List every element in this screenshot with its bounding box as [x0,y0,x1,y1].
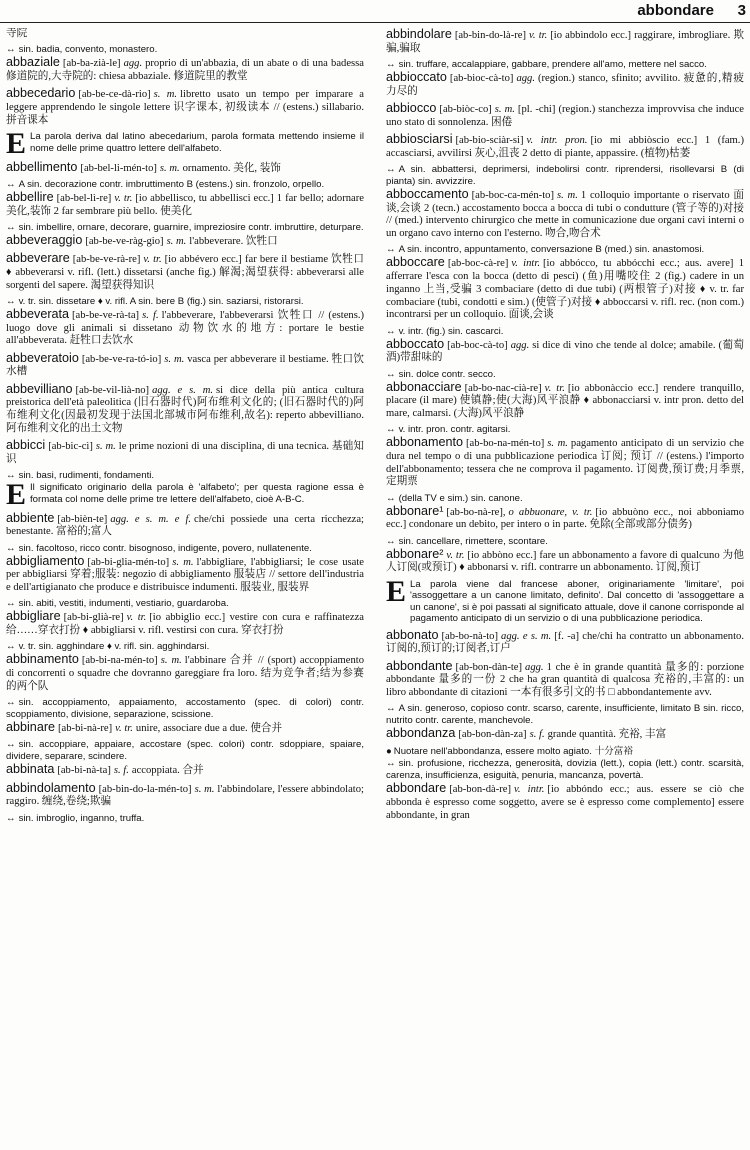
double-arrow-icon: ↔ [386,424,396,436]
headword: abbigliamento [6,553,85,568]
dictionary-entry [386,133,744,160]
synonyms-text: v. tr. sin. dissetare ♦ v. rifl. A sin. bere B (fig.) sin. saziarsi, ristorarsi. [18,295,304,307]
synonyms-text: sin. facoltoso, ricco contr. bisognoso, indigente, povero, nullatenente. [18,542,312,554]
idiom-line [386,746,744,759]
grammar-label: s. f. [142,309,159,321]
definition: [io abbìndolo ecc.] raggirare, imbrogliare. 欺骗,骗取 [386,30,744,54]
synonyms-text: sin. truffare, accalappiare, gabbare, prendere all'amo, mettere nel sacco. [398,59,707,70]
definition: libretto usato un tempo per imparare a leggere apprendendo le singole lettere 识字课本, 初级读本 // (estens.) sillabario. 拼音课本 [6,89,364,126]
definition: [f. -a] che/chi ha contratto un abbonamento. 订阅的,预订的;订阅者,订户 [386,630,744,655]
syllabification: [ab-bi-na-mén-to] [81,655,158,667]
left-column [6,28,364,1146]
dictionary-entry [6,87,364,127]
definition: [io abbóndo ecc.; aus. essere se ciò che abbonda è espresso come soggetto, avere se è espresso come complemento] essere abbondante, in gran [386,784,744,821]
grammar-label: agg. e s. m. [501,630,552,642]
synonyms-text: A sin. abbattersi, deprimersi, indebolirsi contr. riprendersi, risollevarsi B (di pianta) sin. avvizzire. [386,164,744,187]
headword: abbeverare [6,251,70,266]
headword: abbindolare [386,28,452,41]
double-arrow-icon: ↔ [6,812,16,824]
headword: abbecedario [6,86,76,101]
headword: abbeveratoio [6,350,79,365]
double-arrow-icon: ↔ [386,59,396,70]
synonyms-text: A sin. decorazione contr. imbruttimento B (estens.) sin. fronzolo, orpello. [18,178,325,190]
definition: [io abbévero ecc.] far bere il bestiame 饮牲口 ♦ abbeverarsi v. rifl. (lett.) dissetarsi (anche fig.) 解渴;渴望获得: abbeverarsi alle sorgenti del sapere. 渴望获得知识 [6,254,364,291]
synonyms-line [6,179,364,191]
grammar-label: s. m. [95,441,116,452]
dictionary-entry [6,610,364,637]
grammar-label: s. m. [556,190,578,201]
syllabification: [ab-ba-zià-le] [62,58,121,70]
grammar-label: s. m. [494,104,515,115]
grammar-label: v. tr. [529,30,548,41]
syllabification: [ab-bio-sciàr-si] [455,135,524,146]
definition: accoppiata. 合并 [131,765,204,777]
headword: abbellimento [6,159,78,174]
synonyms-text: sin. badia, convento, monastero. [18,44,158,56]
syllabification: [ab-biòc-co] [439,104,492,115]
definition: [pl. -chi] (region.) stanchezza improvvisa che induce uno stato di sonnolenza. 困倦 [386,104,744,128]
grammar-label: s. m. [172,556,194,568]
etymology-text: La parola viene dal francese aboner, originariamente 'limitare', poi 'assoggettare a un canone limitato, definito'. Dal concetto di 'assoggettare a un canone', si è poi passati al significato attuale, dove il canone corrisponde al pagamento anticipato di un servizio o di una pubblicazione periodica. [410,578,744,625]
dictionary-entry [6,383,364,436]
dictionary-entry [6,234,364,249]
dictionary-entry [386,548,744,575]
definition: l'abbindolare, l'essere abbindolato; raggiro. 缠绕,卷绕;欺骗 [6,783,364,808]
definition: [io abbiglio ecc.] vestire con cura e raffinatezza 给……穿衣打扮 ♦ abbigliarsi v. rifl. vestirsi con cura. 穿衣打扮 [6,612,364,636]
definition: 1 colloquio importante o riservato 面谈,会谈 2 (tecn.) accostamento bocca a bocca di tubi o condutture (管子等的)对接 // (med.) intervento chirurgico che mette in comunicazione due organi cavi interni o un organo cavo interno con l'esterno. 吻合,吻合术 [386,190,744,240]
synonyms-line [386,758,744,782]
synonyms-line [386,703,744,727]
definition: grande quantità. 充裕, 丰富 [547,729,667,741]
dictionary-entry [386,782,744,822]
grammar-label: v. tr. [544,382,565,394]
headword: abbevilliano [6,381,73,396]
dictionary-entry [386,381,744,421]
grammar-label: agg. [123,58,143,70]
definition: l'abbinare 合并 // (sport) accoppiamento di concorrenti o squadre che dovranno gareggiare fra loro. 结为竞争者;结为参赛的两个队 [6,655,364,692]
headword: abbondante [386,658,453,673]
synonyms-line [386,164,744,188]
syllabification: [ab-bon-dàn-te] [455,661,523,673]
definition: le prime nozioni di una disciplina, di una tecnica. 基础知识 [6,441,364,465]
grammar-label: agg. [510,339,530,351]
dictionary-entry [6,721,364,736]
dictionary-entry [386,727,744,742]
dictionary-entry [386,436,744,489]
double-arrow-icon: ↔ [386,492,396,504]
headword: abbaziale [6,55,60,70]
headword: abbonamento [386,435,464,450]
synonyms-text: A sin. incontro, appuntamento, conversazione B (med.) sin. anastomosi. [398,244,705,256]
double-arrow-icon: ↔ [386,368,396,380]
double-arrow-icon: ↔ [6,598,16,610]
double-arrow-icon: ↔ [6,221,16,233]
dictionary-entry [386,338,744,365]
dictionary-entry [386,256,744,322]
definition: si dice della più antica cultura preistorica dell'età paleolitica (旧石器时代)阿布维利文化的; (旧石器时代的)阿布维利文化(因最初发现于法国北部城市阿布维利,故名): reperto abbevilliano. 阿布维利文化的出土文物 [6,384,364,434]
synonyms-text: v. intr. (fig.) sin. cascarci. [398,325,504,337]
definition: (region.) stanco, sfinito; avvilito. 疲惫的,精疲力尽的 [386,73,744,97]
etymology-e-icon: E [386,574,407,608]
grammar-label: s. m. [160,655,182,667]
syllabification: [ab-be-vil-lià-no] [75,384,150,396]
dictionary-entry [386,102,744,129]
double-arrow-icon: ↔ [6,470,16,481]
headword: abbonacciare [386,379,462,394]
dictionary-entry [386,629,744,656]
synonyms-text: sin. imbellire, ornare, decorare, guarnire, impreziosire contr. imbruttire, deturpare. [18,221,364,233]
etymology-note [386,574,744,625]
dictionary-entry [6,352,364,379]
synonyms-text: A sin. generoso, copioso contr. scarso, carente, insufficiente, limitato B sin. ricco, nutrito contr. carente, manchevole. [386,703,744,727]
double-arrow-icon: ↔ [386,164,396,175]
grammar-label: agg. [516,73,535,84]
definition: proprio di un'abbazia, di un abate o di una badessa 修道院的,大寺院的: chiesa abbaziale. 修道院里的教堂 [6,58,364,82]
synonyms-text: sin. accoppiare, appaiare, accostare (spec. colori) contr. sdoppiare, spaiare, dividere, separare, scindere. [6,739,364,763]
dictionary-entry [6,782,364,809]
idiom-text: Nuotare nell'abbondanza, essere molto agiato. 十分富裕 [393,745,633,757]
syllabification: [ab-bel-li-mén-to] [80,162,157,174]
syllabification: [ab-bin-do-la-mén-to] [98,783,192,795]
definition: unire, associare due a due. 使合并 [135,723,283,734]
dictionary-entry [6,161,364,176]
definition: [io abbellisco, tu abbellisci ecc.] 1 far bello; adornare 美化,装饰 2 far sembrare più bello. 使美化 [6,192,364,217]
dictionary-entry [6,763,364,778]
dictionary-entry [6,191,364,218]
dictionary-entry [6,439,364,466]
headword: abbioccato [386,70,447,84]
etymology-e-icon: E [6,478,27,511]
synonyms-line [6,739,364,763]
syllabification: [ab-bi-glia-mén-to] [87,556,170,568]
syllabification: [ab-bièn-te] [57,513,108,525]
grammar-label: v. tr. [115,723,133,734]
grammar-label: agg. e s. m. [152,384,214,396]
synonyms-text: sin. dolce contr. secco. [398,368,496,380]
page-number: 3 [737,2,746,19]
syllabification: [ab-boc-ca-mén-to] [471,190,554,201]
synonyms-text: sin. accoppiamento, appaiamento, accostamento (spec. di colori) contr. scoppiamento, divisione, separazione, scissione. [6,697,364,720]
grammar-label: s. m. [194,783,215,795]
double-arrow-icon: ↔ [386,325,396,337]
synonyms-text: sin. cancellare, rimettere, scontare. [398,535,548,547]
headword: abbonare¹ [386,503,444,518]
double-arrow-icon: ↔ [6,697,16,708]
synonyms-line [6,813,364,825]
grammar-label: s. m. [547,438,568,450]
grammar-label: agg. e s. m. e f. [110,513,192,525]
definition: [io abbuòno ecc., noi abboniamo ecc.] condonare un debito, per intero o in parte. 免除(全部或部分债务) [386,506,744,531]
grammar-label: s. m. [164,353,185,365]
double-arrow-icon: ↔ [6,542,16,554]
synonyms-text: (della TV e sim.) sin. canone. [398,492,523,504]
dictionary-entry [386,71,744,98]
grammar-label: v. intr. pron. [526,135,588,146]
syllabification: [ab-bon-dàn-za] [458,729,527,741]
headword: abbeveraggio [6,232,83,247]
definition: vasca per abbeverare il bestiame. 牲口饮水槽 [6,353,364,378]
double-arrow-icon: ↔ [386,703,396,715]
double-arrow-icon: ↔ [6,295,16,307]
headword: abbiosciarsi [386,132,453,146]
continued-text [6,28,364,41]
headword: abbondanza [386,726,456,741]
syllabification: [ab-bioc-cà-to] [449,73,514,84]
synonyms-text: sin. basi, rudimenti, fondamenti. [18,470,155,481]
definition: l'abbeverare, l'abbeverarsi 饮牲口 // (estens.) luogo dove gli animali si dissetano 动物饮水的地方: portare le bestie all'abbeverata. 赶牲口去饮水 [6,309,364,347]
definition: 1 che è in grande quantità 量多的: porzione abbondante 量多的一份 2 che ha gran quantità di qualcosa 充裕的,丰富的: un libro abbondante di citazioni 一本有很多引文的书 □ abbondantemente avv. [386,661,744,698]
headword: abbonato [386,627,439,642]
dictionary-entry [6,252,364,292]
syllabification: [ab-bo-nà-to] [441,630,499,642]
syllabification: [ab-bo-na-mén-to] [466,438,545,450]
headword: abboccato [386,336,445,351]
double-arrow-icon: ↔ [6,641,16,653]
dictionary-entry [6,56,364,83]
synonyms-line [6,697,364,721]
definition: l'abbeverare. 饮牲口 [189,235,278,247]
headword: abbiente [6,510,55,525]
headword: abbellire [6,189,54,204]
syllabification: [ab-bel-lì-re] [56,192,112,204]
definition: [io abbócco, tu abbócchi ecc.; aus. avere] 1 afferrare l'esca con la bocca (detto di pesci) (鱼)用嘴咬住 2 (fig.) cadere in un inganno 上当,受骗 3 combaciare (detto di due tubi) (两根管子)对接 ♦ v. tr. far combaciare (tubi, condotti e sim.) (使管子)对接 ♦ abboccarsi v. rifl. rec. (non com.) incontrarsi per un colloquio. 面谈,会谈 [386,258,744,321]
double-arrow-icon: ↔ [386,758,396,770]
dictionary-entry [6,653,364,693]
continued-text-content: 寺院 [6,28,28,39]
definition: pagamento anticipato di un servizio che dura nel tempo o di una pubblicazione periodica 订阅; 预订 // (estens.) l'importo dell'abbonamento; tessera che ne comprova il pagamento. 订阅费,预订费;月季票,定期票 [386,438,744,488]
synonyms-line [6,470,364,482]
headword: abbigliare [6,609,61,624]
definition: [io mi abbiòscio ecc.] 1 (fam.) accasciarsi, avvilirsi 灰心,沮丧 2 detto di piante, appassire. (植物)枯萎 [386,135,744,159]
syllabification: [ab-be-ve-ràg-gio] [85,235,164,247]
grammar-label: v. tr. [114,192,133,204]
headword: abbiocco [386,101,437,115]
dictionary-entry [386,505,744,532]
headword: abbicci [6,438,46,452]
right-column [386,28,744,1146]
guide-word: abbondare [637,2,714,19]
dictionary-entry [6,555,364,595]
dictionary-entry [386,660,744,700]
grammar-label: o abbuonare, v. tr. [508,506,593,518]
grammar-label: agg. [525,661,544,673]
dictionary-entry [6,512,364,539]
syllabification: [ab-bo-nà-re], [446,506,506,518]
headword: abbinare [6,720,56,734]
etymology-text: Il significato originario della parola è 'alfabeto'; per questa ragione essa è formata col nome delle prime tre lettere dell'alfabeto, cioè A-B-C. [30,482,364,505]
synonyms-text: v. intr. pron. contr. agitarsi. [398,424,511,436]
grammar-label: s. m. [159,162,180,174]
syllabification: [ab-bic-cì] [48,441,93,452]
syllabification: [ab-bi-nà-ta] [57,765,111,777]
double-arrow-icon: ↔ [6,739,16,751]
definition: [io abbonàccio ecc.] rendere tranquillo, placare (il mare) 使镇静;使(大海)风平浪静 ♦ abbonacciarsi v. intr pron. detto del mare, calmarsi. (大海)风平浪静 [386,382,744,419]
definition: ornamento. 美化, 装饰 [182,162,281,174]
dictionary-entry [386,28,744,55]
syllabification: [ab-be-ve-rà-ta] [72,309,140,321]
grammar-label: v. tr. [446,549,465,561]
double-arrow-icon: ↔ [386,535,396,547]
synonyms-text: sin. abiti, vestiti, indumenti, vestiario, guardaroba. [18,598,229,610]
syllabification: [ab-be-ve-rà-re] [72,254,141,266]
grammar-label: v. intr. [514,784,545,796]
dictionary-entry [6,308,364,348]
definition: [io abbòno ecc.] fare un abbonamento a favore di qualcuno 为他人订阅(或预订) ♦ abbonarsi v. rifl. contrarre un abbonamento. 订阅,预订 [386,549,744,574]
synonyms-text: v. tr. sin. agghindare ♦ v. rifl. sin. agghindarsi. [18,641,210,653]
syllabification: [ab-boc-cà-to] [447,339,508,351]
etymology-text: La parola deriva dal latino abecedarium, parola formata mettendo insieme il nome delle prime quattro lettere dell'alfabeto. [30,131,364,154]
headword: abbindolamento [6,780,96,795]
headword: abbinata [6,762,55,777]
etymology-note [6,127,364,160]
etymology-note [6,478,364,511]
headword: abbondare [386,781,447,796]
grammar-label: s. m. [153,89,178,101]
syllabification: [ab-be-ve-ra-tó-io] [81,353,162,365]
headword: abbonare² [386,546,444,561]
headword: abboccamento [386,187,469,201]
double-arrow-icon: ↔ [6,178,16,190]
grammar-label: v. intr. [511,258,540,270]
etymology-e-icon: E [6,127,27,160]
dictionary-entry [386,188,744,241]
syllabification: [ab-bo-nac-cià-re] [464,382,542,394]
synonyms-text: sin. imbroglio, inganno, truffa. [18,812,145,824]
headword: abbinamento [6,652,79,667]
syllabification: [ab-bi-nà-re] [58,723,113,734]
syllabification: [ab-bi-glià-re] [63,612,124,624]
headword: abboccare [386,255,445,270]
double-arrow-icon: ↔ [6,44,16,56]
definition: l'abbigliare, l'abbigliarsi; le cose usate per abbigliarsi 穿着;服装: negozio di abbigliamento 服装店 // settore dell'industria e dell'artigianato che produce e distribuisce indumenti. 服装业, 服装界 [6,556,364,593]
definition: si dice di vino che tende al dolce; amabile. (葡萄酒)带甜味的 [386,339,744,364]
headword: abbeverata [6,306,70,321]
grammar-label: s. m. [166,235,187,247]
definition: che/chi possiede una certa ricchezza; benestante. 富裕的;富人 [6,513,364,538]
syllabification: [ab-bin-do-là-re] [454,30,526,41]
grammar-label: s. f. [529,729,545,741]
syllabification: [ab-boc-cà-re] [447,258,509,270]
syllabification: [ab-bon-dà-re] [449,784,511,796]
double-arrow-icon: ↔ [386,244,396,256]
bullet-icon: ● [386,745,392,757]
grammar-label: v. tr. [126,612,147,624]
syllabification: [ab-be-ce-dà-rio] [78,89,151,101]
page-header [0,0,750,23]
grammar-label: v. tr. [143,254,162,266]
synonyms-text: sin. profusione, ricchezza, generosità, dovizia (lett.), copia (lett.) contr. scarsità, carenza, insufficienza, esiguità, penuria, mancanza, povertà. [386,758,744,782]
grammar-label: s. f. [113,765,129,777]
